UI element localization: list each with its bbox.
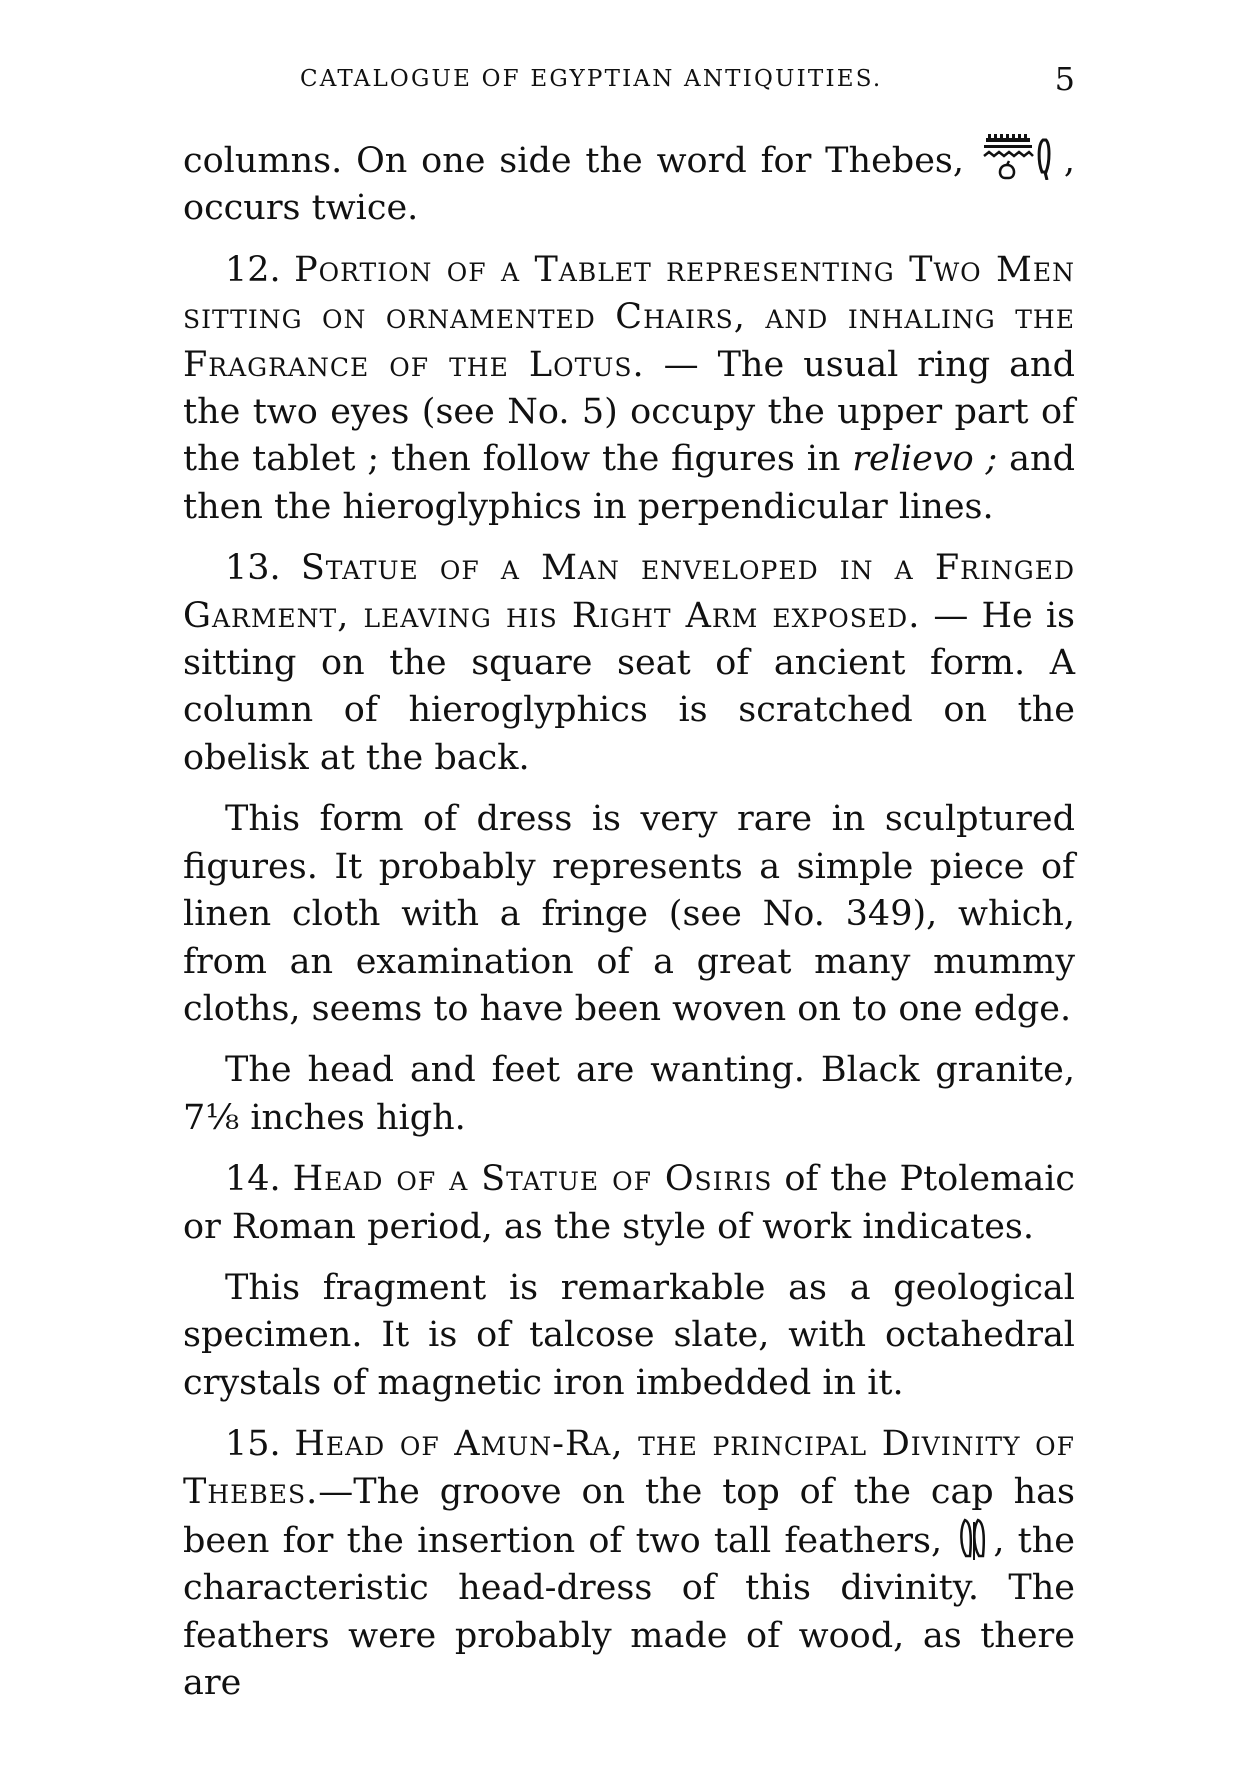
p11-text-a: columns. On one side the word for Thebes, bbox=[183, 141, 964, 181]
paragraph-11-continuation bbox=[183, 134, 1075, 233]
running-head bbox=[300, 60, 1075, 106]
p11-text-b: , occurs twice. bbox=[183, 141, 1075, 229]
p12-body-b: and then the hieroglyphics in perpendicular lines. bbox=[183, 439, 1075, 527]
paragraph-13 bbox=[183, 545, 1075, 782]
p12-body-italic: relievo ; bbox=[852, 439, 998, 480]
p14-body: of the Ptolemaic or Roman period, as the style of work indicates. bbox=[183, 1159, 1075, 1247]
p15-number: 15. bbox=[225, 1424, 281, 1465]
hieroglyph-two-feathers-icon bbox=[957, 1516, 991, 1560]
p13-number: 13. bbox=[225, 548, 281, 589]
p14-number: 14. bbox=[225, 1159, 281, 1200]
p15-heading: Head of Amun-Ra, the principal Divinity of Thebes. bbox=[183, 1424, 1075, 1512]
hieroglyph-thebes-icon bbox=[980, 134, 1062, 180]
body-text bbox=[183, 134, 1075, 1722]
p12-body-a: — The usual ring and the two eyes (see No. 5) occupy the upper part of the tablet ; then follow the figures in bbox=[183, 344, 1075, 480]
paragraph-12 bbox=[183, 247, 1075, 531]
p12-number: 12. bbox=[225, 249, 281, 290]
paragraph-13c: The head and feet are wanting. Black granite, 7⅛ inches high. bbox=[183, 1050, 1075, 1138]
paragraph-15 bbox=[183, 1421, 1075, 1707]
paragraph-14b: This fragment is remarkable as a geological specimen. It is of talcose slate, with octahedral crystals of magnetic iron imbedded in it. bbox=[183, 1267, 1075, 1403]
running-title: CATALOGUE OF EGYPTIAN ANTIQUITIES. bbox=[300, 66, 883, 92]
p15-body-b: , the characteristic head-dress of this divinity. The feathers were probably made of wood, as there are bbox=[183, 1520, 1075, 1704]
p13-heading: Statue of a Man enveloped in a Fringed Garment, leaving his Right Arm exposed. bbox=[183, 548, 1075, 636]
paragraph-13b: This form of dress is very rare in sculptured figures. It probably represents a simple piece of linen cloth with a fringe (see No. 349), which, from an examination of a great many mummy cloths, seems to have been woven on to one edge. bbox=[183, 799, 1075, 1029]
p13-body: — He is sitting on the square seat of ancient form. A column of hieroglyphics is scratched on the obelisk at the back. bbox=[183, 595, 1075, 778]
page-number: 5 bbox=[1054, 60, 1075, 98]
paragraph-14 bbox=[183, 1156, 1075, 1251]
p15-body-a: —The groove on the top of the cap has been for the insertion of two tall feathers, bbox=[183, 1471, 1075, 1561]
p14-heading: Head of a Statue of Osiris bbox=[292, 1159, 773, 1200]
p12-heading: Portion of a Tablet representing Two Men sitting on ornamented Chairs, and inhaling the Fragrance of the Lotus. bbox=[183, 249, 1075, 385]
